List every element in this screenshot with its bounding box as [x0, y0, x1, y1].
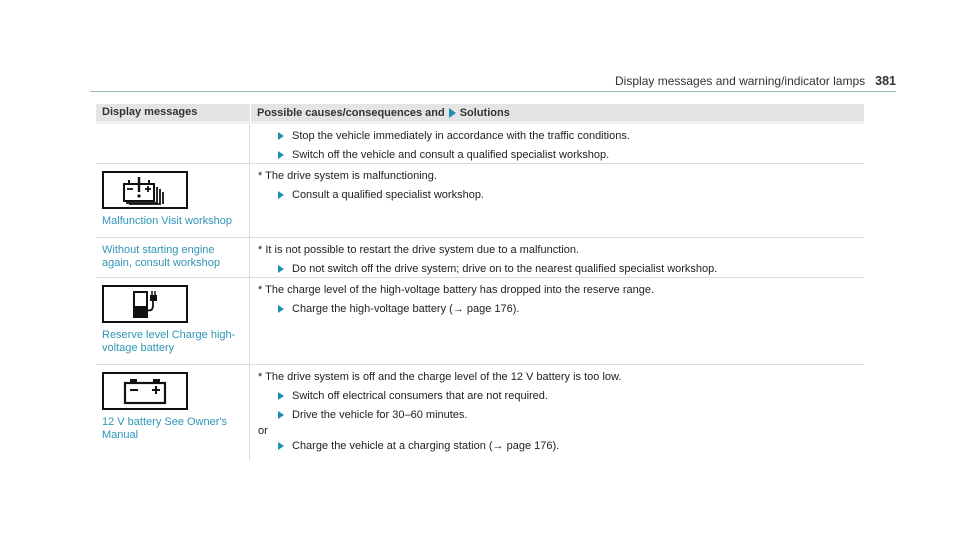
table-row — [96, 278, 864, 365]
cause-item: * The charge level of the high-voltage battery has dropped into the reserve range. — [258, 284, 655, 296]
charging-station-icon — [102, 285, 188, 323]
action-item: Drive the vehicle for 30–60 minutes. — [258, 409, 856, 422]
solution-arrow-icon — [449, 108, 456, 118]
action-arrow-icon — [278, 132, 284, 140]
action-arrow-icon — [278, 442, 284, 450]
cause-item: * The drive system is malfunctioning. — [258, 170, 437, 182]
message-cell — [96, 124, 250, 163]
action-item: Switch off the vehicle and consult a qualified specialist workshop. — [258, 149, 856, 162]
table-header — [96, 104, 864, 121]
cause-item: * The drive system is off and the charge level of the 12 V battery is too low. — [258, 371, 622, 383]
action-arrow-icon — [278, 305, 284, 313]
action-arrow-icon — [278, 151, 284, 159]
action-item: Do not switch off the drive system; drive on to the nearest qualified specialist workshop. — [258, 263, 856, 276]
action-arrow-icon — [278, 265, 284, 273]
action-item: Switch off electrical consumers that are not required. — [258, 390, 856, 403]
message-cell — [96, 238, 250, 277]
col1-header: Display messages — [102, 106, 198, 118]
solution-cell — [250, 238, 864, 277]
action-item: Consult a qualified specialist workshop. — [258, 189, 856, 202]
solution-cell — [250, 164, 864, 237]
col2-header — [250, 104, 864, 121]
action-arrow-icon — [278, 191, 284, 199]
table-row — [96, 365, 864, 460]
col2-header-suffix: Solutions — [459, 106, 510, 119]
header-title: Display messages and warning/indicator lamps — [615, 74, 866, 88]
page-header — [615, 74, 896, 88]
message-cell — [96, 164, 250, 237]
display-message: Malfunction Visit workshop — [102, 215, 233, 227]
display-message: 12 V battery See Owner's Manual — [102, 416, 227, 441]
battery-warning-icon — [102, 171, 188, 209]
message-cell — [96, 365, 250, 460]
cause-item: * It is not possible to restart the drive system due to a malfunction. — [258, 244, 579, 256]
solution-cell — [250, 365, 864, 460]
table-row — [96, 238, 864, 278]
solution-cell — [250, 124, 864, 163]
solution-cell — [250, 278, 864, 364]
or-text: or — [258, 425, 268, 437]
action-item: Stop the vehicle immediately in accordance with the traffic conditions. — [258, 130, 856, 143]
12v-battery-icon — [102, 372, 188, 410]
table-row — [96, 164, 864, 238]
action-arrow-icon — [278, 411, 284, 419]
table-row — [96, 124, 864, 164]
display-message: Without starting engine again, consult workshop — [102, 244, 221, 269]
action-item: Charge the vehicle at a charging station (→ page 176). — [258, 440, 856, 453]
display-messages-table — [96, 104, 864, 460]
display-message: Reserve level Charge high-voltage battery — [102, 329, 236, 354]
action-arrow-icon — [278, 392, 284, 400]
message-cell — [96, 278, 250, 364]
col2-header-label: Possible causes/consequences and — [257, 106, 445, 119]
header-rule — [90, 91, 896, 92]
page-number: 381 — [875, 74, 896, 88]
action-item: Charge the high-voltage battery (→ page 176). — [258, 303, 856, 316]
